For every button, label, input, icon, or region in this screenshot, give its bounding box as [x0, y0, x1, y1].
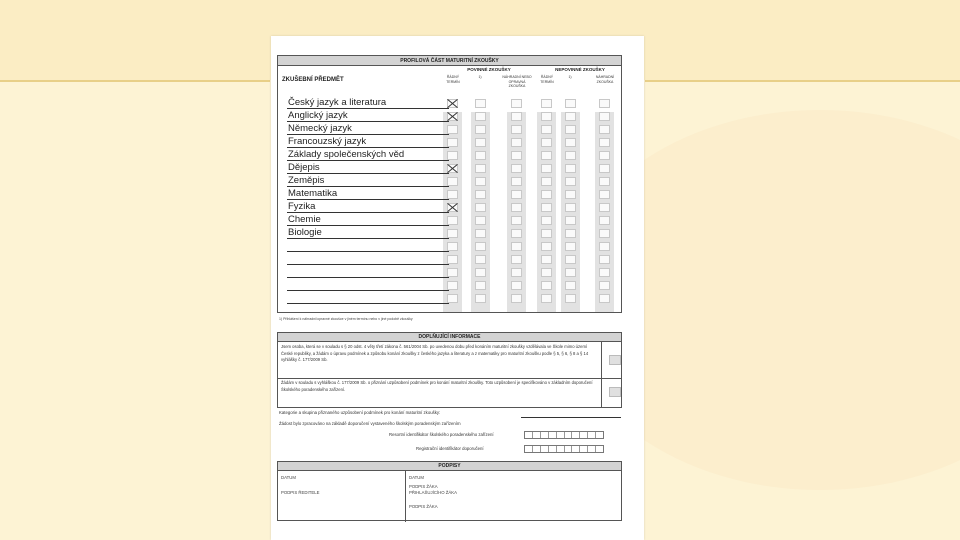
subject-row-line: [287, 225, 449, 226]
exam-checkbox[interactable]: [541, 281, 552, 290]
subject-row-line: [287, 277, 449, 278]
exam-checkbox[interactable]: [565, 242, 576, 251]
exam-checkbox[interactable]: [599, 203, 610, 212]
subject-name: Fyzika: [288, 201, 316, 212]
exam-checkbox[interactable]: [599, 125, 610, 134]
column-header: ŘÁDNÝ TERMÍN: [540, 75, 554, 84]
supplementary-info-section: [277, 332, 622, 408]
exam-checkbox[interactable]: [475, 203, 486, 212]
exam-checkbox[interactable]: [475, 177, 486, 186]
exam-checkbox[interactable]: [541, 255, 552, 264]
subject-row-line: [287, 290, 449, 291]
supplementary-vertical-divider: [601, 342, 602, 408]
column-header: NÁHRADNÍ ZKOUŠKA: [595, 75, 615, 84]
exam-checkbox[interactable]: [541, 151, 552, 160]
checkmark-x-icon: [447, 164, 458, 173]
exam-checkbox[interactable]: [475, 125, 486, 134]
exam-checkbox[interactable]: [565, 151, 576, 160]
exam-checkbox[interactable]: [475, 164, 486, 173]
facility-id-boxes[interactable]: [524, 431, 604, 439]
subject-row-line: [287, 147, 449, 148]
exam-checkbox[interactable]: [475, 281, 486, 290]
exam-checkbox[interactable]: [447, 125, 458, 134]
exam-checkbox[interactable]: [541, 203, 552, 212]
checkmark-x-icon: [447, 203, 458, 212]
supplementary-text-1: Jsem osoba, která se v souladu s § 20 odst. 4 věty třetí zákona č. 561/2004 Sb. po uvedenou dobu před konáním maturitní zkoušky vzdělávala ve Škole mimo území České republiky, a žádám o úpravu podmínek a způsobu konání zkoušky z českého jazyka a literatury a z matematiky pro maturitní zkoušku podle § 5, § 6, § 8 a § 14 vyhlášky č. 177/2009 Sb.: [281, 344, 589, 362]
exam-checkbox[interactable]: [475, 294, 486, 303]
exam-checkbox[interactable]: [565, 112, 576, 121]
exam-checkbox[interactable]: [475, 216, 486, 225]
exam-checkbox[interactable]: [565, 203, 576, 212]
exam-checkbox[interactable]: [565, 164, 576, 173]
supplementary-divider: [278, 378, 621, 379]
exam-checkbox[interactable]: [599, 268, 610, 277]
exam-checkbox[interactable]: [541, 138, 552, 147]
subject-name: Zeměpis: [288, 175, 325, 186]
sig-student-2: PODPIS ŽÁKA: [409, 504, 438, 509]
exam-checkbox[interactable]: [541, 216, 552, 225]
category-label: Kategorie a skupina přiznaného uzpůsobení podmínek pro konání maturitní zkoušky:: [279, 410, 441, 415]
exam-checkbox[interactable]: [541, 294, 552, 303]
subject-name: Základy společenských věd: [288, 149, 405, 160]
sig-student: PODPIS ŽÁKA: [409, 484, 438, 489]
exam-checkbox[interactable]: [599, 99, 610, 108]
exam-checkbox[interactable]: [511, 216, 522, 225]
exam-checkbox[interactable]: [511, 177, 522, 186]
exam-checkbox[interactable]: [511, 229, 522, 238]
exam-checkbox[interactable]: [475, 112, 486, 121]
supplementary-title: DOPLŇUJÍCÍ INFORMACE: [278, 333, 621, 342]
facility-id-label: Resortní identifikátor školského poradenského zařízení: [389, 432, 494, 437]
exam-checkbox[interactable]: [475, 255, 486, 264]
signatures-section: [277, 461, 622, 521]
subject-row-line: [287, 108, 449, 109]
exam-checkbox[interactable]: [511, 268, 522, 277]
exam-checkbox[interactable]: [599, 112, 610, 121]
subject-name: Německý jazyk: [288, 123, 352, 134]
category-underline[interactable]: [521, 417, 621, 418]
exam-checkbox[interactable]: [447, 151, 458, 160]
signatures-divider: [405, 471, 406, 522]
exam-checkbox[interactable]: [599, 216, 610, 225]
subject-row-line: [287, 238, 449, 239]
exam-checkbox[interactable]: [599, 229, 610, 238]
exam-checkbox[interactable]: [475, 242, 486, 251]
supplementary-checkbox-2[interactable]: [609, 387, 621, 397]
exam-checkbox[interactable]: [565, 190, 576, 199]
exam-checkbox[interactable]: [511, 190, 522, 199]
exam-checkbox[interactable]: [447, 255, 458, 264]
exam-checkbox[interactable]: [511, 294, 522, 303]
subject-row-line: [287, 264, 449, 265]
exam-checkbox[interactable]: [599, 281, 610, 290]
exam-checkbox[interactable]: [541, 268, 552, 277]
exam-checkbox[interactable]: [447, 177, 458, 186]
exam-checkbox[interactable]: [447, 229, 458, 238]
signatures-title: PODPISY: [278, 462, 621, 471]
exam-checkbox[interactable]: [565, 99, 576, 108]
exam-checkbox[interactable]: [475, 268, 486, 277]
exam-checkbox[interactable]: [565, 125, 576, 134]
exam-checkbox[interactable]: [447, 281, 458, 290]
subject-name: Chemie: [288, 214, 321, 225]
exam-checkbox[interactable]: [565, 229, 576, 238]
exam-checkbox[interactable]: [541, 177, 552, 186]
supplementary-text-2: Žádám v souladu s vyhláškou č. 177/2009 Sb. o přiznání uzpůsobení podmínek pro konání maturitní zkoušky. Toto uzpůsobení je specifikováno v základním doporučení Školského poradenského zařízení.: [281, 380, 593, 392]
exam-checkbox[interactable]: [475, 229, 486, 238]
subject-row-line: [287, 199, 449, 200]
exam-checkbox[interactable]: [599, 190, 610, 199]
column-header: 1): [478, 75, 482, 79]
exam-checkbox[interactable]: [565, 216, 576, 225]
recommendation-note: Žádost bylo zpracováno na základě doporučení vystaveného školským poradenským zařízením: [279, 421, 461, 426]
exam-checkbox[interactable]: [599, 164, 610, 173]
group-mandatory-header: POVINNÉ ZKOUŠKY: [467, 67, 511, 72]
exam-checkbox[interactable]: [565, 294, 576, 303]
recommendation-id-label: Registrační identifikátor doporučení: [416, 446, 484, 451]
exam-checkbox[interactable]: [565, 281, 576, 290]
subject-name: Dějepis: [288, 162, 320, 173]
exam-checkbox[interactable]: [475, 138, 486, 147]
column-header: ŘÁDNÝ TERMÍN: [446, 75, 460, 84]
form-sheet: [271, 36, 644, 540]
exam-checkbox[interactable]: [565, 268, 576, 277]
exam-checkbox[interactable]: [511, 112, 522, 121]
exam-checkbox[interactable]: [541, 99, 552, 108]
column-header: 1): [568, 75, 572, 79]
checkmark-x-icon: [447, 112, 458, 121]
subject-row-line: [287, 212, 449, 213]
background-rule-left: [0, 80, 270, 82]
exam-checkbox[interactable]: [447, 268, 458, 277]
subject-name: Biologie: [288, 227, 322, 238]
exam-checkbox[interactable]: [541, 112, 552, 121]
exam-checkbox[interactable]: [541, 164, 552, 173]
exam-checkbox[interactable]: [565, 255, 576, 264]
exam-checkbox[interactable]: [475, 151, 486, 160]
supplementary-checkbox-1[interactable]: [609, 355, 621, 365]
exam-checkbox[interactable]: [511, 99, 522, 108]
exam-checkbox[interactable]: [447, 216, 458, 225]
subject-row-line: [287, 173, 449, 174]
exam-checkbox[interactable]: [475, 190, 486, 199]
exam-checkbox[interactable]: [541, 190, 552, 199]
exam-checkbox[interactable]: [511, 203, 522, 212]
subject-row-line: [287, 160, 449, 161]
subject-name: Anglický jazyk: [288, 110, 348, 121]
background-rule-right: [645, 80, 960, 82]
subject-name: Francouzský jazyk: [288, 136, 367, 147]
exam-checkbox[interactable]: [599, 177, 610, 186]
exam-checkbox[interactable]: [565, 138, 576, 147]
profile-exam-title: PROFILOVÁ ČÁST MATURITNÍ ZKOUŠKY: [278, 56, 621, 66]
exam-checkbox[interactable]: [541, 125, 552, 134]
sig-date-right: DATUM: [409, 475, 424, 480]
exam-checkbox[interactable]: [511, 281, 522, 290]
exam-checkbox[interactable]: [447, 242, 458, 251]
exam-checkbox[interactable]: [511, 138, 522, 147]
exam-checkbox[interactable]: [511, 125, 522, 134]
profile-exam-table: [277, 55, 622, 313]
exam-checkbox[interactable]: [511, 151, 522, 160]
group-optional-header: NEPOVINNÉ ZKOUŠKY: [555, 67, 605, 72]
exam-checkbox[interactable]: [541, 229, 552, 238]
exam-checkbox[interactable]: [541, 242, 552, 251]
sig-applicant: PŘIHLAŠUJÍCÍHO ŽÁKA: [409, 490, 457, 495]
sig-date-left: DATUM: [281, 475, 296, 480]
exam-checkbox[interactable]: [475, 99, 486, 108]
subject-row-line: [287, 134, 449, 135]
subject-row-line: [287, 121, 449, 122]
sig-director: PODPIS ŘEDITELE: [281, 490, 320, 495]
exam-checkbox[interactable]: [511, 242, 522, 251]
subject-row-line: [287, 251, 449, 252]
exam-checkbox[interactable]: [599, 151, 610, 160]
exam-checkbox[interactable]: [447, 190, 458, 199]
exam-checkbox[interactable]: [447, 294, 458, 303]
exam-checkbox[interactable]: [565, 177, 576, 186]
subject-row-line: [287, 303, 449, 304]
subject-row-line: [287, 186, 449, 187]
exam-checkbox[interactable]: [599, 255, 610, 264]
exam-checkbox[interactable]: [447, 138, 458, 147]
table-footnote: 1) Přihlášení k náhradní/opravné zkoušce v jiném termínu nebo v jiné podobě zkoušky: [279, 317, 413, 321]
exam-checkbox[interactable]: [599, 242, 610, 251]
exam-checkbox[interactable]: [511, 164, 522, 173]
subject-column-header: ZKUŠEBNÍ PŘEDMĚT: [282, 77, 344, 83]
column-header: NÁHRADNÍ NEBO OPRAVNÁ ZKOUŠKA: [502, 75, 532, 88]
checkmark-x-icon: [447, 99, 458, 108]
recommendation-id-boxes[interactable]: [524, 445, 604, 453]
exam-checkbox[interactable]: [599, 138, 610, 147]
subject-name: Matematika: [288, 188, 338, 199]
exam-checkbox[interactable]: [511, 255, 522, 264]
exam-checkbox[interactable]: [599, 294, 610, 303]
subject-name: Český jazyk a literatura: [288, 97, 387, 108]
